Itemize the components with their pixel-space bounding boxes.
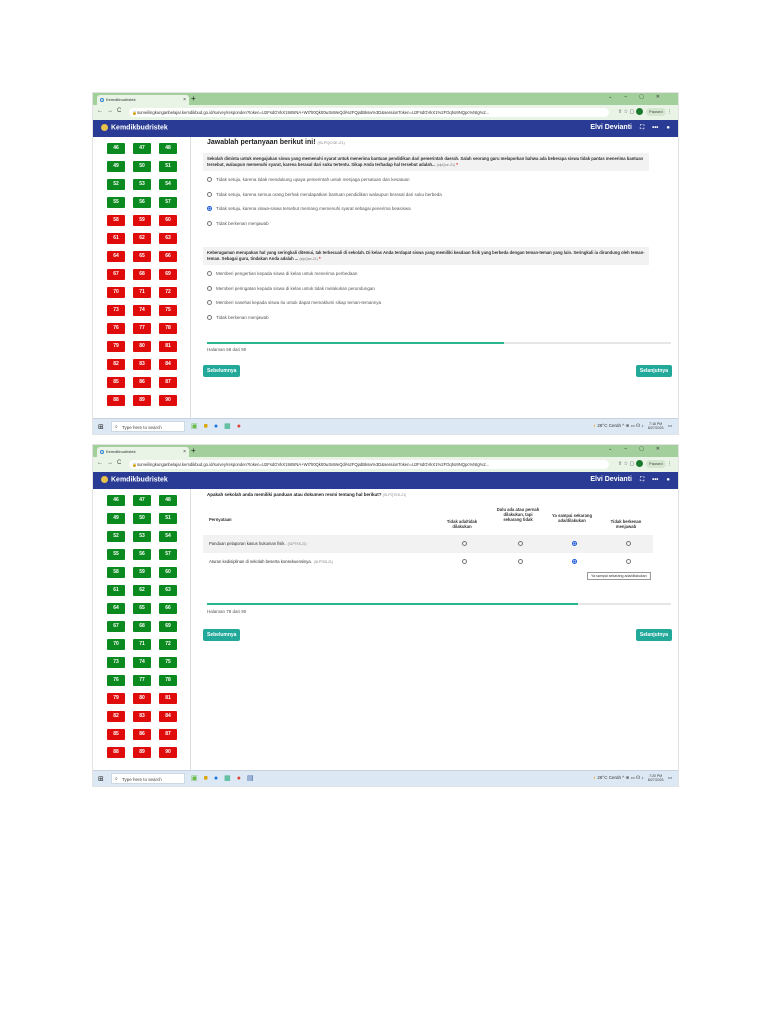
- answer-option-label: Tidak setuju, karena tidak mendukung upaya pemerintah untuk menjaga persatuan dan kesatuan: [216, 177, 410, 182]
- back-icon[interactable]: ←: [97, 108, 107, 114]
- question-number-button[interactable]: 75: [159, 657, 177, 668]
- maximize-icon[interactable]: ▢: [639, 94, 656, 100]
- question-number-button[interactable]: 81: [159, 341, 177, 352]
- clock-date: 8/27/2023: [647, 426, 664, 430]
- question-number-button[interactable]: 48: [159, 143, 177, 154]
- next-button[interactable]: Selanjutnya: [636, 629, 672, 641]
- question-number-button[interactable]: 83: [133, 711, 151, 722]
- tab-close-icon[interactable]: ×: [183, 449, 186, 455]
- question-number-button[interactable]: 61: [107, 233, 125, 244]
- question-text: Keberagaman merupakan hal yang seringkali ditemui, tak terkecuali di sekolah. Di kelas Anda terdapat siswa yang memiliki keadaan fisik yang berbeda dengan teman-teman yang lain. Seringkali ia dirundung oleh teman-teman. Sebagai guru, tindakan Anda adalah ... (slpQse-21) *: [203, 247, 649, 265]
- question-number-button[interactable]: 60: [159, 215, 177, 226]
- notification-icon[interactable]: ▭: [667, 775, 672, 781]
- tab-strip: [93, 445, 678, 457]
- question-1-code: (slpQse-21): [436, 163, 456, 167]
- question-number-button[interactable]: 55: [107, 197, 125, 208]
- question-number-button[interactable]: 87: [159, 377, 177, 388]
- answer-option-label: Memberi pengertian kepada siswa di kelas untuk menerima perbedaan: [216, 271, 358, 276]
- browser-tab[interactable]: [97, 447, 189, 457]
- taskbar: [93, 770, 678, 786]
- tab-strip: [93, 93, 678, 105]
- url-text: surveilingkunganbelajar.kemdikbud.go.id/survey/responden?token=U2FsdGVkX19rBrNA+Wt7lI0Qk00w3xWeQdi%2FQpdBksw%3D&sessionToken=U2FsdGVkX1%2FOqho9NQpc%Ntg%2...: [137, 110, 490, 115]
- answer-option-label: Tidak setuju, karena semua orang berhak mendapatkan bantuan pendidikan walaupun berasal dari suku berbeda: [216, 191, 442, 197]
- question-number-button[interactable]: 66: [159, 251, 177, 262]
- question-number-button[interactable]: 46: [107, 495, 125, 506]
- share-icon[interactable]: ⇪: [618, 109, 623, 115]
- question-number-button[interactable]: 68: [133, 269, 151, 280]
- answer-option-label: Memberi nasehat kepada siswa itu untuk dapat memaklumi sikap teman-temannya: [216, 300, 382, 305]
- question-number-button[interactable]: 60: [159, 567, 177, 578]
- question-number-button[interactable]: 76: [107, 323, 125, 334]
- profile-avatar[interactable]: [636, 108, 643, 115]
- col-header: Tidak ada/tidak dilakukan: [446, 519, 478, 529]
- question-number-button[interactable]: 52: [107, 531, 125, 542]
- matrix-question: [207, 492, 406, 497]
- user-name: Elvi Devianti: [590, 476, 632, 483]
- tray-icons[interactable]: ^ ⊕ ▭ ☊ ♪: [622, 423, 644, 429]
- question-number-button[interactable]: 76: [107, 675, 125, 686]
- question-number-button[interactable]: 62: [133, 585, 151, 596]
- window-controls: [608, 94, 672, 100]
- search-placeholder: Type here to search: [122, 425, 162, 430]
- files-icon[interactable]: ■: [203, 423, 214, 430]
- question-number-button[interactable]: 47: [133, 495, 151, 506]
- answer-option[interactable]: [207, 177, 649, 186]
- col-header: Tidak berkenan menjawab: [610, 519, 642, 529]
- col-header: Dulu ada atau pernah dilakukan, tapi sekarang tidak: [496, 507, 540, 522]
- matrix-row-code: (SLPTKS-21): [287, 542, 307, 546]
- question-number-button[interactable]: 64: [107, 603, 125, 614]
- browser-toolbar-right: [618, 108, 672, 116]
- forward-icon[interactable]: →: [107, 108, 117, 114]
- question-number-button[interactable]: 65: [133, 251, 151, 262]
- question-2-text: Keberagaman merupakan hal yang seringkali ditemui, tak terkecuali di sekolah. Di kelas Anda terdapat siswa yang memiliki keadaan fisik yang berbeda dengan teman-teman yang lain. Seringkali ia dirundung oleh teman-teman. Sebagai guru, tindakan Anda adalah ...: [207, 250, 645, 261]
- menu-icon[interactable]: ⋮: [667, 109, 672, 115]
- matrix-row-label: [209, 559, 333, 565]
- radio-button[interactable]: [207, 192, 212, 197]
- fullscreen-icon[interactable]: ⛶: [639, 125, 645, 131]
- question-number-button[interactable]: 63: [159, 233, 177, 244]
- side-panel-icon[interactable]: ▢: [629, 461, 635, 467]
- chrome-icon[interactable]: ●: [236, 775, 247, 782]
- question-number-button[interactable]: 66: [159, 603, 177, 614]
- question-number-button[interactable]: 86: [133, 377, 151, 388]
- matrix-radio-button[interactable]: [626, 541, 631, 546]
- question-number-button[interactable]: 61: [107, 585, 125, 596]
- question-number-button[interactable]: 73: [107, 305, 125, 316]
- question-number-button[interactable]: 82: [107, 359, 125, 370]
- radio-button[interactable]: [207, 286, 212, 291]
- close-window-icon[interactable]: ✕: [655, 446, 672, 452]
- clock[interactable]: [648, 774, 664, 782]
- prev-button[interactable]: Sebelumnya: [203, 629, 240, 641]
- tab-title: Kemdikbudristek: [106, 449, 136, 454]
- app-header: [93, 472, 678, 489]
- word-icon[interactable]: ▤: [246, 775, 260, 782]
- address-row: [93, 105, 678, 120]
- tab-close-icon[interactable]: ×: [183, 97, 186, 103]
- tab-title: Kemdikbudristek: [106, 97, 136, 102]
- question-number-button[interactable]: 58: [107, 215, 125, 226]
- answer-option[interactable]: [207, 221, 649, 230]
- question-number-button[interactable]: 63: [159, 585, 177, 596]
- question-2-code: (slpQse-21): [299, 257, 318, 261]
- screenshot-top: [92, 92, 679, 435]
- user-name: Elvi Devianti: [590, 124, 632, 131]
- question-number-button[interactable]: 68: [133, 621, 151, 632]
- next-button[interactable]: Selanjutnya: [636, 365, 672, 377]
- question-number-button[interactable]: 70: [107, 287, 125, 298]
- question-number-button[interactable]: 78: [159, 323, 177, 334]
- question-number-button[interactable]: 74: [133, 305, 151, 316]
- page-info: Halaman 58 dari 90: [207, 347, 247, 352]
- question-number-button[interactable]: 49: [107, 161, 125, 172]
- question-number-button[interactable]: 80: [133, 341, 151, 352]
- app-header: [93, 120, 678, 137]
- question-number-button[interactable]: 71: [133, 287, 151, 298]
- progress-fill: [207, 603, 578, 605]
- profile-avatar[interactable]: [636, 460, 643, 467]
- question-number-button[interactable]: 50: [133, 161, 151, 172]
- progress-fill: [207, 342, 504, 344]
- radio-button[interactable]: [207, 271, 212, 276]
- survey-content: [191, 489, 678, 772]
- answer-option[interactable]: [207, 192, 649, 201]
- tab-search-icon[interactable]: ⌄: [608, 94, 625, 100]
- search-icon: ⌕: [115, 776, 118, 782]
- search-placeholder: Type here to search: [122, 777, 162, 782]
- section-title-text: Jawablah pertanyaan berikut ini!: [207, 139, 316, 146]
- taskbar-search[interactable]: [111, 773, 185, 784]
- radio-button[interactable]: [207, 315, 212, 320]
- question-number-button[interactable]: 88: [107, 747, 125, 758]
- nav-buttons: [97, 108, 125, 114]
- question-number-button[interactable]: 58: [107, 567, 125, 578]
- app-icon[interactable]: ▣: [191, 423, 204, 430]
- question-number-button[interactable]: 79: [107, 693, 125, 704]
- favicon-icon: [100, 450, 104, 454]
- radio-button[interactable]: [207, 206, 212, 211]
- question-number-button[interactable]: 59: [133, 215, 151, 226]
- brand[interactable]: [101, 124, 168, 131]
- clock-time: 7:16 PM: [649, 422, 663, 426]
- question-number-button[interactable]: 47: [133, 143, 151, 154]
- minimize-icon[interactable]: –: [624, 446, 640, 452]
- user-info: [590, 476, 670, 484]
- question-number-button[interactable]: 70: [107, 639, 125, 650]
- question-number-button[interactable]: 59: [133, 567, 151, 578]
- reload-icon[interactable]: C: [117, 108, 126, 114]
- matrix-header-row: [203, 507, 653, 535]
- clock-time: 7:20 PM: [649, 774, 663, 778]
- question-number-button[interactable]: 48: [159, 495, 177, 506]
- section-title: [207, 139, 345, 146]
- col-header-statement: Pernyataan: [209, 517, 232, 522]
- menu-icon[interactable]: ⋮: [667, 461, 672, 467]
- matrix-row-code: (SLPTKS-21): [313, 560, 333, 564]
- windows-start-icon[interactable]: ⊞: [98, 776, 104, 783]
- user-icon[interactable]: ●: [666, 477, 670, 483]
- question-number-button[interactable]: 54: [159, 179, 177, 190]
- question-number-button[interactable]: 84: [159, 359, 177, 370]
- question-text: Sekolah diminta untuk mengajukan siswa yang memenuhi syarat untuk menerima bantuan pendidikan dari pemerintah daerah. Salah seorang guru melaporkan bahwa ada beberapa siswa tidak pantas menerima bantuan tersebut, walaupun memenuhi syarat, karena berasal dari suku tertentu. Sikap Anda terhadap hal tersebut adalah... (slpQse-21) *: [203, 153, 649, 171]
- question-number-button[interactable]: 69: [159, 621, 177, 632]
- address-row: [93, 457, 678, 472]
- answer-option[interactable]: [207, 300, 649, 309]
- question-number-button[interactable]: 82: [107, 711, 125, 722]
- question-number-button[interactable]: 88: [107, 395, 125, 406]
- brand[interactable]: [101, 476, 168, 483]
- question-number-button[interactable]: 67: [107, 621, 125, 632]
- question-number-button[interactable]: 56: [133, 197, 151, 208]
- progress-bar: [207, 342, 671, 344]
- question-number-button[interactable]: 89: [133, 395, 151, 406]
- question-number-button[interactable]: 89: [133, 747, 151, 758]
- question-number-button[interactable]: 72: [159, 639, 177, 650]
- question-number-button[interactable]: 54: [159, 531, 177, 542]
- lock-icon: 🔒: [132, 462, 137, 467]
- window-controls: [608, 446, 672, 452]
- new-tab-button[interactable]: +: [191, 446, 196, 455]
- brand-logo-icon: [101, 124, 108, 131]
- chrome-icon[interactable]: ●: [236, 423, 247, 430]
- question-number-button[interactable]: 85: [107, 377, 125, 388]
- side-panel-icon[interactable]: ▢: [629, 109, 635, 115]
- tab-search-icon[interactable]: ⌄: [608, 446, 625, 452]
- forward-icon[interactable]: →: [107, 460, 117, 466]
- taskbar-search[interactable]: [111, 421, 185, 432]
- question-number-button[interactable]: 69: [159, 269, 177, 280]
- minimize-icon[interactable]: –: [624, 94, 640, 100]
- question-number-button[interactable]: 85: [107, 729, 125, 740]
- matrix-radio-button[interactable]: [572, 541, 577, 546]
- answer-option-label: Tidak setuju, karena siswa-siswa tersebut memang memenuhi syarat sebagai penerima beasiswa: [216, 206, 411, 211]
- lock-icon: 🔒: [132, 110, 137, 115]
- question-number-button[interactable]: 77: [133, 675, 151, 686]
- question-number-button[interactable]: 77: [133, 323, 151, 334]
- question-number-button[interactable]: 53: [133, 531, 151, 542]
- question-number-button[interactable]: 84: [159, 711, 177, 722]
- matrix-question-text: Apakah sekolah anda memiliki panduan atau dokumen resmi tentang hal berikut?: [207, 492, 382, 497]
- answer-option-label: Memberi peringatan kepada siswa di kelas untuk tidak melakukan perundungan: [216, 285, 375, 291]
- more-dots-icon[interactable]: •••: [652, 477, 659, 483]
- answer-option[interactable]: [207, 206, 649, 215]
- brand-name: Kemdikbudristek: [111, 124, 168, 132]
- chrome-icon[interactable]: ●: [213, 775, 225, 782]
- question-number-button[interactable]: 81: [159, 693, 177, 704]
- matrix-row: [203, 553, 653, 571]
- clock[interactable]: [648, 422, 664, 430]
- question-number-button[interactable]: 64: [107, 251, 125, 262]
- question-1-text: Sekolah diminta untuk mengajukan siswa yang memenuhi syarat untuk menerima bantuan pendidikan dari pemerintah daerah. Salah seorang guru melaporkan bahwa ada beberapa siswa tidak pantas menerima bantuan tersebut, walaupun memenuhi syarat, karena berasal dari suku tertentu. Sikap Anda terhadap hal tersebut adalah...: [207, 156, 644, 167]
- question-number-button[interactable]: 73: [107, 657, 125, 668]
- user-icon[interactable]: ●: [666, 125, 670, 131]
- answer-option-label: Tidak berkenan menjawab: [216, 220, 269, 226]
- app-icon[interactable]: ▦: [224, 423, 237, 430]
- url-bar[interactable]: [129, 460, 609, 469]
- question-number-button[interactable]: 79: [107, 341, 125, 352]
- question-1: [203, 153, 649, 229]
- chrome-icon[interactable]: ●: [213, 423, 225, 430]
- share-icon[interactable]: ⇪: [618, 461, 623, 467]
- question-number-button[interactable]: 65: [133, 603, 151, 614]
- question-number-button[interactable]: 67: [107, 269, 125, 280]
- question-number-button[interactable]: 75: [159, 305, 177, 316]
- app-icon[interactable]: ▣: [191, 775, 204, 782]
- reload-icon[interactable]: C: [117, 460, 126, 466]
- question-number-button[interactable]: 50: [133, 513, 151, 524]
- question-number-button[interactable]: 55: [107, 549, 125, 560]
- survey-content: [191, 137, 678, 420]
- question-number-button[interactable]: 80: [133, 693, 151, 704]
- matrix-radio-button[interactable]: [572, 559, 577, 564]
- question-number-button[interactable]: 51: [159, 161, 177, 172]
- screenshot-bottom: [92, 444, 679, 787]
- browser-toolbar-right: [618, 460, 672, 468]
- favicon-icon: [100, 98, 104, 102]
- notification-icon[interactable]: ▭: [667, 423, 672, 429]
- taskbar: [93, 418, 678, 434]
- question-number-button[interactable]: 74: [133, 657, 151, 668]
- prev-button[interactable]: Sebelumnya: [203, 365, 240, 377]
- question-number-button[interactable]: 72: [159, 287, 177, 298]
- brand-name: Kemdikbudristek: [111, 476, 168, 484]
- nav-buttons: [97, 460, 125, 466]
- answer-option[interactable]: [207, 286, 649, 295]
- clock-date: 8/27/2023: [647, 778, 664, 782]
- question-number-button[interactable]: 90: [159, 747, 177, 758]
- url-bar[interactable]: [129, 108, 609, 117]
- matrix-radio-button[interactable]: [626, 559, 631, 564]
- matrix-question-code: (SLPQTKS-21): [382, 493, 407, 497]
- paused-badge[interactable]: Paused: [646, 460, 666, 468]
- question-nav-grid: [93, 489, 191, 772]
- matrix-row-label: [209, 541, 307, 547]
- tray-icons[interactable]: ^ ⊕ ▭ ☊ ♪: [622, 775, 644, 781]
- question-number-button[interactable]: 46: [107, 143, 125, 154]
- matrix-radio-button[interactable]: [462, 541, 467, 546]
- fullscreen-icon[interactable]: ⛶: [639, 477, 645, 483]
- weather-icon: ◐: [593, 423, 597, 429]
- bookmark-star-icon[interactable]: ☆: [623, 461, 629, 467]
- more-dots-icon[interactable]: •••: [652, 125, 659, 131]
- weather-icon: ◐: [593, 775, 597, 781]
- question-number-button[interactable]: 56: [133, 549, 151, 560]
- question-number-button[interactable]: 78: [159, 675, 177, 686]
- col-header: Ya sampai sekarang ada/dilakukan: [551, 513, 593, 523]
- radio-button[interactable]: [207, 300, 212, 305]
- question-number-button[interactable]: 52: [107, 179, 125, 190]
- question-2: [203, 247, 649, 323]
- question-number-button[interactable]: 87: [159, 729, 177, 740]
- answer-option-label: Tidak berkenan menjawab: [216, 314, 269, 320]
- answer-option[interactable]: [207, 315, 649, 324]
- question-number-button[interactable]: 71: [133, 639, 151, 650]
- url-text: surveilingkunganbelajar.kemdikbud.go.id/survey/responden?token=U2FsdGVkX19rBrNA+Wt7lI0Qk00w3xWeQdi%2FQpdBksw%3D&sessionToken=U2FsdGVkX1%2FOqho9NQpc%Ntg%2...: [137, 462, 490, 467]
- question-number-button[interactable]: 62: [133, 233, 151, 244]
- user-info: [590, 124, 670, 132]
- question-number-button[interactable]: 83: [133, 359, 151, 370]
- system-tray: [593, 422, 672, 430]
- question-number-button[interactable]: 53: [133, 179, 151, 190]
- question-nav-grid: [93, 137, 191, 420]
- maximize-icon[interactable]: ▢: [639, 446, 656, 452]
- brand-logo-icon: [101, 476, 108, 483]
- question-number-button[interactable]: 57: [159, 549, 177, 560]
- close-window-icon[interactable]: ✕: [655, 94, 672, 100]
- matrix-row-text: Aturan kedisiplinan di sekolah beserta konsekuensinya.: [209, 559, 312, 564]
- app-icon[interactable]: ▦: [224, 775, 237, 782]
- progress-bar: [207, 603, 671, 605]
- page-info: Halaman 78 dari 90: [207, 609, 247, 614]
- matrix-radio-button[interactable]: [462, 559, 467, 564]
- question-number-button[interactable]: 49: [107, 513, 125, 524]
- browser-tab[interactable]: [97, 95, 189, 105]
- bookmark-star-icon[interactable]: ☆: [623, 109, 629, 115]
- files-icon[interactable]: ■: [203, 775, 214, 782]
- paused-badge[interactable]: Paused: [646, 108, 666, 116]
- weather-text[interactable]: 28°C Cerah: [597, 775, 621, 781]
- search-icon: ⌕: [115, 424, 118, 430]
- back-icon[interactable]: ←: [97, 460, 107, 466]
- taskbar-apps: [191, 422, 247, 430]
- matrix-row-text: Panduan pelaporan kasus hukuman fisik.: [209, 541, 286, 546]
- matrix-row: [203, 535, 653, 553]
- answer-option[interactable]: [207, 271, 649, 280]
- question-number-button[interactable]: 57: [159, 197, 177, 208]
- radio-button[interactable]: [207, 177, 212, 182]
- weather-text[interactable]: 28°C Cerah: [597, 423, 621, 429]
- question-number-button[interactable]: 90: [159, 395, 177, 406]
- matrix-table: [203, 507, 653, 571]
- windows-start-icon[interactable]: ⊞: [98, 424, 104, 431]
- tooltip: Ya sampai sekarang ada/dilakukan: [587, 572, 651, 580]
- question-number-button[interactable]: 51: [159, 513, 177, 524]
- system-tray: [593, 774, 672, 782]
- question-number-button[interactable]: 86: [133, 729, 151, 740]
- taskbar-apps: [191, 774, 260, 782]
- section-code: (SLPQCSE-21): [317, 140, 345, 145]
- radio-button[interactable]: [207, 221, 212, 226]
- matrix-radio-button[interactable]: [518, 559, 523, 564]
- new-tab-button[interactable]: +: [191, 94, 196, 103]
- matrix-radio-button[interactable]: [518, 541, 523, 546]
